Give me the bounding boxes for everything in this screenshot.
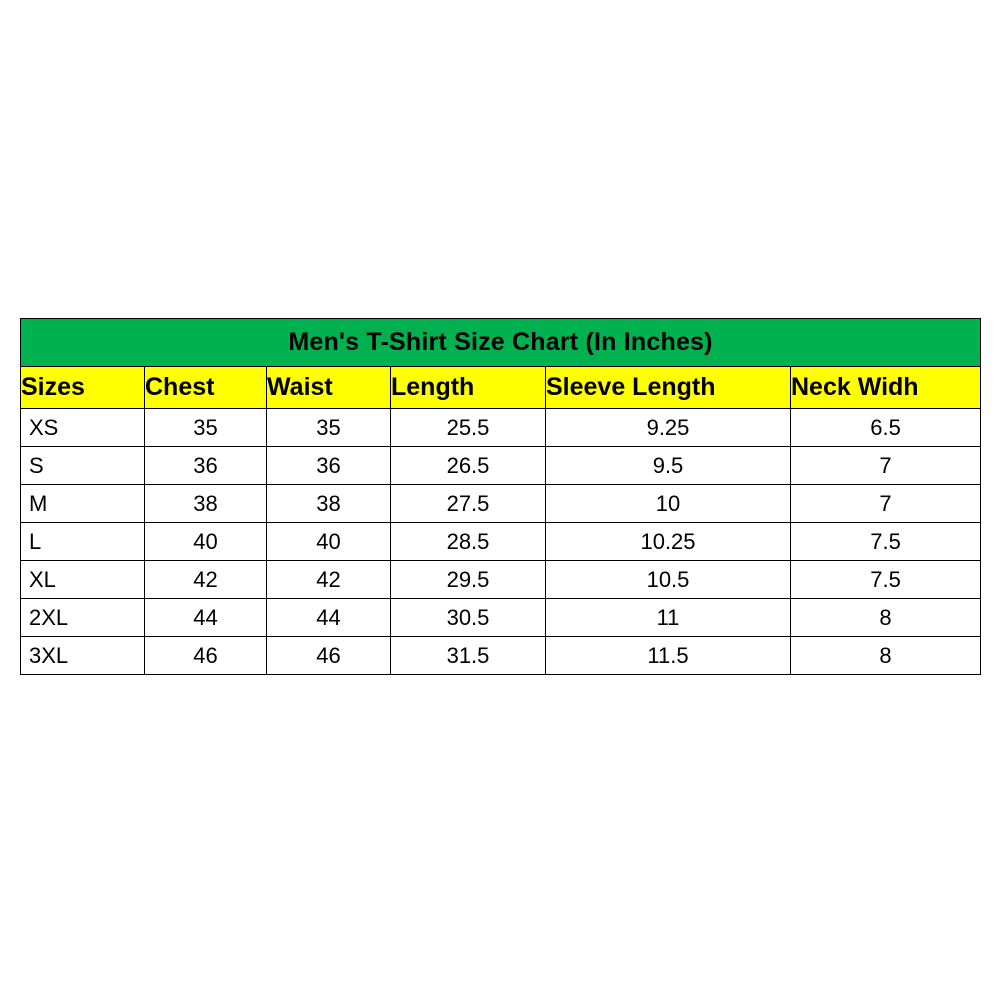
- cell-waist: 35: [267, 409, 391, 447]
- column-header-waist: Waist: [267, 367, 391, 409]
- cell-sleeve-length: 9.25: [546, 409, 791, 447]
- cell-chest: 40: [145, 523, 267, 561]
- cell-waist: 38: [267, 485, 391, 523]
- cell-waist: 42: [267, 561, 391, 599]
- cell-length: 26.5: [391, 447, 546, 485]
- cell-waist: 36: [267, 447, 391, 485]
- cell-waist: 44: [267, 599, 391, 637]
- cell-size: 3XL: [21, 637, 145, 675]
- cell-chest: 35: [145, 409, 267, 447]
- table-row: [21, 523, 981, 561]
- cell-length: 30.5: [391, 599, 546, 637]
- cell-sleeve-length: 10: [546, 485, 791, 523]
- cell-sleeve-length: 10.5: [546, 561, 791, 599]
- size-chart-container: [20, 318, 980, 675]
- cell-size: L: [21, 523, 145, 561]
- chart-title: Men's T-Shirt Size Chart (In Inches): [21, 319, 981, 367]
- cell-length: 31.5: [391, 637, 546, 675]
- cell-waist: 46: [267, 637, 391, 675]
- column-header-sizes: Sizes: [21, 367, 145, 409]
- cell-neck-width: 7: [791, 485, 981, 523]
- cell-neck-width: 7.5: [791, 561, 981, 599]
- table-row: [21, 485, 981, 523]
- cell-neck-width: 6.5: [791, 409, 981, 447]
- cell-neck-width: 7.5: [791, 523, 981, 561]
- size-chart-table: [20, 318, 981, 675]
- table-row: [21, 561, 981, 599]
- cell-chest: 42: [145, 561, 267, 599]
- table-title-row: [21, 319, 981, 367]
- cell-sleeve-length: 11.5: [546, 637, 791, 675]
- column-header-sleeve-length: Sleeve Length: [546, 367, 791, 409]
- table-header-row: [21, 367, 981, 409]
- cell-size: S: [21, 447, 145, 485]
- table-row: [21, 599, 981, 637]
- cell-size: XS: [21, 409, 145, 447]
- column-header-chest: Chest: [145, 367, 267, 409]
- column-header-neck-width: Neck Widh: [791, 367, 981, 409]
- table-row: [21, 637, 981, 675]
- cell-length: 27.5: [391, 485, 546, 523]
- cell-chest: 36: [145, 447, 267, 485]
- cell-neck-width: 8: [791, 599, 981, 637]
- cell-sleeve-length: 11: [546, 599, 791, 637]
- cell-length: 25.5: [391, 409, 546, 447]
- cell-size: XL: [21, 561, 145, 599]
- cell-sleeve-length: 10.25: [546, 523, 791, 561]
- cell-neck-width: 8: [791, 637, 981, 675]
- cell-sleeve-length: 9.5: [546, 447, 791, 485]
- table-row: [21, 409, 981, 447]
- cell-waist: 40: [267, 523, 391, 561]
- column-header-length: Length: [391, 367, 546, 409]
- cell-chest: 38: [145, 485, 267, 523]
- cell-length: 28.5: [391, 523, 546, 561]
- cell-size: M: [21, 485, 145, 523]
- cell-size: 2XL: [21, 599, 145, 637]
- table-row: [21, 447, 981, 485]
- cell-chest: 44: [145, 599, 267, 637]
- cell-chest: 46: [145, 637, 267, 675]
- cell-length: 29.5: [391, 561, 546, 599]
- cell-neck-width: 7: [791, 447, 981, 485]
